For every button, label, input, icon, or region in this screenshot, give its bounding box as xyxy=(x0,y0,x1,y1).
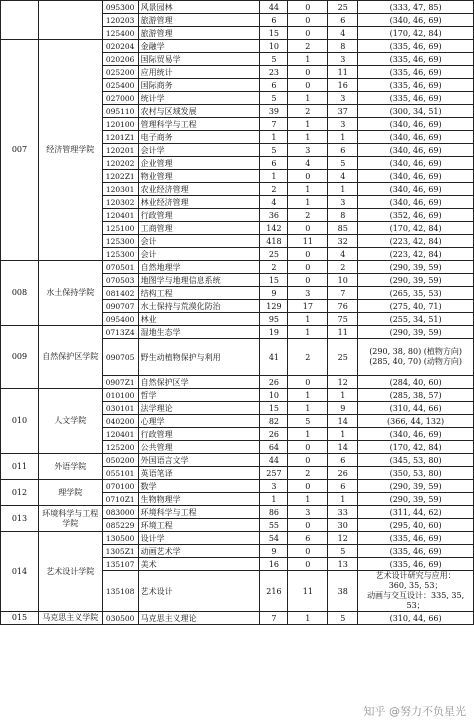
subject-name: 结构工程 xyxy=(138,287,260,300)
score-line: (170, 42, 84) xyxy=(358,222,474,235)
exam-admit-count: 25 xyxy=(328,1,358,14)
exam-admit-count: 3 xyxy=(328,196,358,209)
table-row xyxy=(1,389,474,402)
exam-admit-count: 30 xyxy=(328,519,358,532)
subject-code: 030101 xyxy=(102,402,138,415)
score-line: (335, 46, 69) xyxy=(358,66,474,79)
college-code: 015 xyxy=(1,612,39,625)
score-line: (340, 46, 69) xyxy=(358,144,474,157)
table-row xyxy=(1,454,474,467)
exam-admit-count: 6 xyxy=(328,480,358,493)
subject-name: 管理科学与工程 xyxy=(138,118,260,131)
subject-name: 自然地理学 xyxy=(138,261,260,274)
subject-code: 085229 xyxy=(102,519,138,532)
exam-admit-count: 4 xyxy=(328,170,358,183)
score-line: (340, 46, 69) xyxy=(358,428,474,441)
exam-admit-count: 16 xyxy=(328,79,358,92)
subject-name: 外国语言文学 xyxy=(138,454,260,467)
subject-code: 070503 xyxy=(102,274,138,287)
subject-name: 设计学 xyxy=(138,532,260,545)
subject-name: 物业管理 xyxy=(138,170,260,183)
exempt-count: 0 xyxy=(288,545,328,558)
applicant-count: 129 xyxy=(260,300,288,313)
exempt-count: 1 xyxy=(288,53,328,66)
subject-name: 美术 xyxy=(138,558,260,571)
exam-admit-count: 14 xyxy=(328,415,358,428)
score-line: (285, 38, 57) xyxy=(358,389,474,402)
subject-name: 电子商务 xyxy=(138,131,260,144)
subject-code: 0710Z1 xyxy=(102,493,138,506)
applicant-count: 5 xyxy=(260,144,288,157)
exempt-count: 1 xyxy=(288,402,328,415)
applicant-count: 82 xyxy=(260,415,288,428)
exempt-count: 0 xyxy=(288,274,328,287)
score-line: (335, 46, 69) xyxy=(358,92,474,105)
subject-name: 国际商务 xyxy=(138,79,260,92)
exempt-count: 11 xyxy=(288,571,328,612)
score-line: (335, 46, 69) xyxy=(358,79,474,92)
subject-code: 070501 xyxy=(102,261,138,274)
subject-code: 0907Z1 xyxy=(102,376,138,389)
subject-code: 120202 xyxy=(102,157,138,170)
score-line: (310, 44, 66) xyxy=(358,612,474,625)
exam-admit-count: 1 xyxy=(328,131,358,144)
exam-admit-count: 75 xyxy=(328,313,358,326)
exempt-count: 2 xyxy=(288,105,328,118)
subject-name: 动画艺术学 xyxy=(138,545,260,558)
subject-name: 环境科学与工程 xyxy=(138,506,260,519)
applicant-count: 216 xyxy=(260,571,288,612)
exam-admit-count: 5 xyxy=(328,157,358,170)
exam-admit-count: 37 xyxy=(328,105,358,118)
score-line: (295, 40, 60) xyxy=(358,519,474,532)
table-row xyxy=(1,506,474,519)
exam-admit-count: 14 xyxy=(328,441,358,454)
subject-name: 工商管理 xyxy=(138,222,260,235)
applicant-count: 6 xyxy=(260,157,288,170)
applicant-count: 64 xyxy=(260,441,288,454)
exempt-count: 1 xyxy=(288,92,328,105)
applicant-count: 26 xyxy=(260,376,288,389)
applicant-count: 44 xyxy=(260,1,288,14)
exempt-count: 0 xyxy=(288,27,328,40)
college-name xyxy=(38,1,102,40)
score-line: (340, 46, 69) xyxy=(358,196,474,209)
subject-name: 会计 xyxy=(138,248,260,261)
watermark: 知乎 @努力不负星光 xyxy=(363,705,466,718)
subject-code: 125100 xyxy=(102,222,138,235)
subject-code: 027000 xyxy=(102,92,138,105)
subject-code: 055101 xyxy=(102,467,138,480)
subject-name: 林业 xyxy=(138,313,260,326)
score-line: (366, 44, 132) xyxy=(358,415,474,428)
exam-admit-count: 8 xyxy=(328,40,358,53)
subject-code: 040200 xyxy=(102,415,138,428)
applicant-count: 6 xyxy=(260,79,288,92)
college-code: 009 xyxy=(1,326,39,389)
score-line: 艺术设计研究与应用： 360, 35, 53； 动画与交互设计：335, 35, 53； xyxy=(358,571,474,612)
exam-admit-count: 3 xyxy=(328,118,358,131)
score-line: (335, 46, 69) xyxy=(358,545,474,558)
score-line: (290, 38, 80) (植物方向) (285, 40, 70) (动物方向) xyxy=(358,339,474,376)
college-name: 理学院 xyxy=(38,480,102,506)
applicant-count: 1 xyxy=(260,170,288,183)
subject-code: 120301 xyxy=(102,183,138,196)
exempt-count: 0 xyxy=(288,480,328,493)
subject-name: 数学 xyxy=(138,480,260,493)
subject-code: 025200 xyxy=(102,66,138,79)
score-line: (352, 46, 69) xyxy=(358,209,474,222)
score-line: (345, 53, 80) xyxy=(358,454,474,467)
applicant-count: 6 xyxy=(260,14,288,27)
exam-admit-count: 3 xyxy=(328,92,358,105)
exam-admit-count: 1 xyxy=(328,493,358,506)
score-line: (340, 46, 69) xyxy=(358,131,474,144)
exam-admit-count: 10 xyxy=(328,274,358,287)
score-line: (170, 42, 84) xyxy=(358,441,474,454)
table-row xyxy=(1,612,474,625)
exempt-count: 0 xyxy=(288,558,328,571)
college-code: 014 xyxy=(1,532,39,612)
subject-name: 旅游管理 xyxy=(138,27,260,40)
exempt-count: 5 xyxy=(288,415,328,428)
exempt-count: 2 xyxy=(288,339,328,376)
exam-admit-count: 9 xyxy=(328,402,358,415)
table-row xyxy=(1,326,474,339)
subject-code: 120401 xyxy=(102,428,138,441)
score-line: (340, 46, 69) xyxy=(358,14,474,27)
applicant-count: 16 xyxy=(260,558,288,571)
exam-admit-count: 85 xyxy=(328,222,358,235)
subject-code: 125200 xyxy=(102,441,138,454)
table-row xyxy=(1,532,474,545)
exempt-count: 1 xyxy=(288,612,328,625)
score-line: (290, 39, 59) xyxy=(358,274,474,287)
exam-admit-count: 5 xyxy=(328,612,358,625)
subject-code: 090707 xyxy=(102,300,138,313)
exam-admit-count: 11 xyxy=(328,326,358,339)
exempt-count: 1 xyxy=(288,196,328,209)
exempt-count: 0 xyxy=(288,454,328,467)
subject-code: 1305Z1 xyxy=(102,545,138,558)
exempt-count: 2 xyxy=(288,40,328,53)
subject-name: 统计学 xyxy=(138,92,260,105)
applicant-count: 41 xyxy=(260,339,288,376)
applicant-count: 7 xyxy=(260,118,288,131)
subject-code: 083000 xyxy=(102,506,138,519)
subject-code: 120201 xyxy=(102,144,138,157)
applicant-count: 15 xyxy=(260,274,288,287)
subject-code: 0713Z4 xyxy=(102,326,138,339)
subject-code: 090705 xyxy=(102,339,138,376)
exam-admit-count: 76 xyxy=(328,300,358,313)
score-line: (333, 47, 85) xyxy=(358,1,474,14)
exam-admit-count: 4 xyxy=(328,27,358,40)
exam-admit-count: 7 xyxy=(328,287,358,300)
subject-name: 生物物理学 xyxy=(138,493,260,506)
subject-code: 020206 xyxy=(102,53,138,66)
applicant-count: 1 xyxy=(260,131,288,144)
exam-admit-count: 12 xyxy=(328,532,358,545)
subject-code: 030500 xyxy=(102,612,138,625)
applicant-count: 9 xyxy=(260,545,288,558)
college-name: 水土保持学院 xyxy=(38,261,102,326)
exam-admit-count: 2 xyxy=(328,261,358,274)
exempt-count: 3 xyxy=(288,287,328,300)
exam-admit-count: 4 xyxy=(328,248,358,261)
exempt-count: 11 xyxy=(288,235,328,248)
exempt-count: 0 xyxy=(288,66,328,79)
subject-code: 070100 xyxy=(102,480,138,493)
exempt-count: 1 xyxy=(288,493,328,506)
exempt-count: 0 xyxy=(288,519,328,532)
subject-code: 120401 xyxy=(102,209,138,222)
score-line: (223, 42, 84) xyxy=(358,235,474,248)
exam-admit-count: 11 xyxy=(328,66,358,79)
subject-code: 025400 xyxy=(102,79,138,92)
college-code: 010 xyxy=(1,389,39,454)
score-line: (300, 34, 51) xyxy=(358,105,474,118)
subject-code: 095110 xyxy=(102,105,138,118)
subject-name: 艺术设计 xyxy=(138,571,260,612)
score-line: (335, 46, 69) xyxy=(358,53,474,66)
score-line: (335, 46, 69) xyxy=(358,40,474,53)
college-name: 外语学院 xyxy=(38,454,102,480)
applicant-count: 55 xyxy=(260,519,288,532)
table-row xyxy=(1,480,474,493)
exam-admit-count: 12 xyxy=(328,376,358,389)
college-code: 012 xyxy=(1,480,39,506)
exam-admit-count: 6 xyxy=(328,14,358,27)
applicant-count: 15 xyxy=(260,27,288,40)
applicant-count: 86 xyxy=(260,506,288,519)
score-line: (265, 35, 53) xyxy=(358,287,474,300)
applicant-count: 10 xyxy=(260,40,288,53)
subject-name: 行政管理 xyxy=(138,428,260,441)
score-line: (290, 39, 59) xyxy=(358,493,474,506)
subject-code: 050200 xyxy=(102,454,138,467)
table-row xyxy=(1,40,474,53)
exempt-count: 0 xyxy=(288,79,328,92)
college-name: 人文学院 xyxy=(38,389,102,454)
exempt-count: 0 xyxy=(288,248,328,261)
exam-admit-count: 5 xyxy=(328,545,358,558)
subject-code: 081402 xyxy=(102,287,138,300)
college-name: 自然保护区学院 xyxy=(38,326,102,389)
exempt-count: 1 xyxy=(288,428,328,441)
college-code: 007 xyxy=(1,40,39,261)
exempt-count: 0 xyxy=(288,376,328,389)
subject-name: 地图学与地理信息系统 xyxy=(138,274,260,287)
exam-admit-count: 8 xyxy=(328,209,358,222)
score-line: (284, 40, 60) xyxy=(358,376,474,389)
exempt-count: 2 xyxy=(288,467,328,480)
exam-admit-count: 6 xyxy=(328,144,358,157)
applicant-count: 10 xyxy=(260,389,288,402)
subject-code: 1202Z1 xyxy=(102,170,138,183)
exam-admit-count: 32 xyxy=(328,235,358,248)
score-line: (335, 46, 69) xyxy=(358,532,474,545)
score-line: (311, 44, 62) xyxy=(358,506,474,519)
applicant-count: 44 xyxy=(260,454,288,467)
applicant-count: 5 xyxy=(260,92,288,105)
score-line: (340, 46, 69) xyxy=(358,183,474,196)
applicant-count: 23 xyxy=(260,66,288,79)
subject-name: 心理学 xyxy=(138,415,260,428)
applicant-count: 5 xyxy=(260,53,288,66)
applicant-count: 54 xyxy=(260,532,288,545)
subject-name: 公共管理 xyxy=(138,441,260,454)
exempt-count: 0 xyxy=(288,170,328,183)
college-code: 008 xyxy=(1,261,39,326)
exempt-count: 3 xyxy=(288,144,328,157)
exempt-count: 1 xyxy=(288,118,328,131)
subject-name: 会计学 xyxy=(138,144,260,157)
score-line: (290, 39, 59) xyxy=(358,261,474,274)
college-code xyxy=(1,1,39,40)
subject-code: 125400 xyxy=(102,27,138,40)
subject-name: 应用统计 xyxy=(138,66,260,79)
college-name: 经济管理学院 xyxy=(38,40,102,261)
subject-code: 135108 xyxy=(102,571,138,612)
subject-code: 120100 xyxy=(102,118,138,131)
exempt-count: 2 xyxy=(288,209,328,222)
applicant-count: 257 xyxy=(260,467,288,480)
exempt-count: 1 xyxy=(288,326,328,339)
subject-code: 120203 xyxy=(102,14,138,27)
score-line: (275, 40, 71) xyxy=(358,300,474,313)
exam-admit-count: 38 xyxy=(328,571,358,612)
exempt-count: 1 xyxy=(288,313,328,326)
score-line: (290, 39, 59) xyxy=(358,326,474,339)
applicant-count: 142 xyxy=(260,222,288,235)
subject-code: 135107 xyxy=(102,558,138,571)
exam-admit-count: 1 xyxy=(328,389,358,402)
table-row xyxy=(1,1,474,14)
subject-name: 国际贸易学 xyxy=(138,53,260,66)
applicant-count: 9 xyxy=(260,287,288,300)
college-name: 环境科学与工程学院 xyxy=(38,506,102,532)
applicant-count: 7 xyxy=(260,612,288,625)
college-code: 013 xyxy=(1,506,39,532)
exempt-count: 1 xyxy=(288,131,328,144)
subject-name: 行政管理 xyxy=(138,209,260,222)
score-line: (340, 46, 69) xyxy=(358,118,474,131)
subject-name: 企业管理 xyxy=(138,157,260,170)
table-body xyxy=(1,1,474,625)
applicant-count: 1 xyxy=(260,493,288,506)
subject-name: 水土保持与荒漠化防治 xyxy=(138,300,260,313)
exam-admit-count: 13 xyxy=(328,558,358,571)
exempt-count: 1 xyxy=(288,183,328,196)
score-line: (255, 34, 51) xyxy=(358,313,474,326)
applicant-count: 39 xyxy=(260,105,288,118)
college-code: 011 xyxy=(1,454,39,480)
subject-name: 金融学 xyxy=(138,40,260,53)
applicant-count: 25 xyxy=(260,248,288,261)
subject-name: 环境工程 xyxy=(138,519,260,532)
exempt-count: 4 xyxy=(288,157,328,170)
applicant-count: 95 xyxy=(260,313,288,326)
subject-name: 会计 xyxy=(138,235,260,248)
subject-code: 130500 xyxy=(102,532,138,545)
exempt-count: 0 xyxy=(288,441,328,454)
exempt-count: 3 xyxy=(288,506,328,519)
score-line: (290, 39, 59) xyxy=(358,480,474,493)
exempt-count: 0 xyxy=(288,261,328,274)
exam-admit-count: 1 xyxy=(328,428,358,441)
applicant-count: 3 xyxy=(260,480,288,493)
exam-admit-count: 33 xyxy=(328,506,358,519)
subject-name: 英语笔译 xyxy=(138,467,260,480)
subject-name: 湿地生态学 xyxy=(138,326,260,339)
applicant-count: 2 xyxy=(260,183,288,196)
subject-code: 095400 xyxy=(102,313,138,326)
applicant-count: 19 xyxy=(260,326,288,339)
score-line: (350, 53, 80) xyxy=(358,467,474,480)
applicant-count: 418 xyxy=(260,235,288,248)
exam-admit-count: 25 xyxy=(328,339,358,376)
applicant-count: 15 xyxy=(260,402,288,415)
subject-code: 095300 xyxy=(102,1,138,14)
applicant-count: 36 xyxy=(260,209,288,222)
subject-code: 020204 xyxy=(102,40,138,53)
subject-code: 1201Z1 xyxy=(102,131,138,144)
score-line: (335, 46, 69) xyxy=(358,558,474,571)
subject-name: 自然保护区学 xyxy=(138,376,260,389)
applicant-count: 2 xyxy=(260,261,288,274)
exempt-count: 0 xyxy=(288,14,328,27)
subject-code: 125300 xyxy=(102,248,138,261)
exempt-count: 0 xyxy=(288,222,328,235)
exam-admit-count: 26 xyxy=(328,467,358,480)
subject-name: 旅游管理 xyxy=(138,14,260,27)
subject-name: 农业经济管理 xyxy=(138,183,260,196)
exempt-count: 1 xyxy=(288,389,328,402)
exempt-count: 17 xyxy=(288,300,328,313)
score-line: (170, 42, 84) xyxy=(358,27,474,40)
subject-name: 野生动植物保护与利用 xyxy=(138,339,260,376)
subject-code: 010100 xyxy=(102,389,138,402)
college-name: 马克思主义学院 xyxy=(38,612,102,625)
exam-admit-count: 1 xyxy=(328,183,358,196)
subject-name: 农村与区域发展 xyxy=(138,105,260,118)
score-line: (310, 44, 66) xyxy=(358,402,474,415)
exempt-count: 0 xyxy=(288,1,328,14)
college-name: 艺术设计学院 xyxy=(38,532,102,612)
subject-name: 法学理论 xyxy=(138,402,260,415)
table-row xyxy=(1,261,474,274)
subject-name: 哲学 xyxy=(138,389,260,402)
score-line: (340, 46, 69) xyxy=(358,170,474,183)
score-line: (340, 46, 69) xyxy=(358,157,474,170)
exam-admit-count: 6 xyxy=(328,454,358,467)
subject-name: 林业经济管理 xyxy=(138,196,260,209)
subject-name: 马克思主义理论 xyxy=(138,612,260,625)
subject-code: 120302 xyxy=(102,196,138,209)
applicant-count: 4 xyxy=(260,196,288,209)
exempt-count: 6 xyxy=(288,532,328,545)
score-line: (223, 42, 84) xyxy=(358,248,474,261)
applicant-count: 26 xyxy=(260,428,288,441)
subject-name: 风景园林 xyxy=(138,1,260,14)
subject-code: 125300 xyxy=(102,235,138,248)
exam-admit-count: 3 xyxy=(328,53,358,66)
